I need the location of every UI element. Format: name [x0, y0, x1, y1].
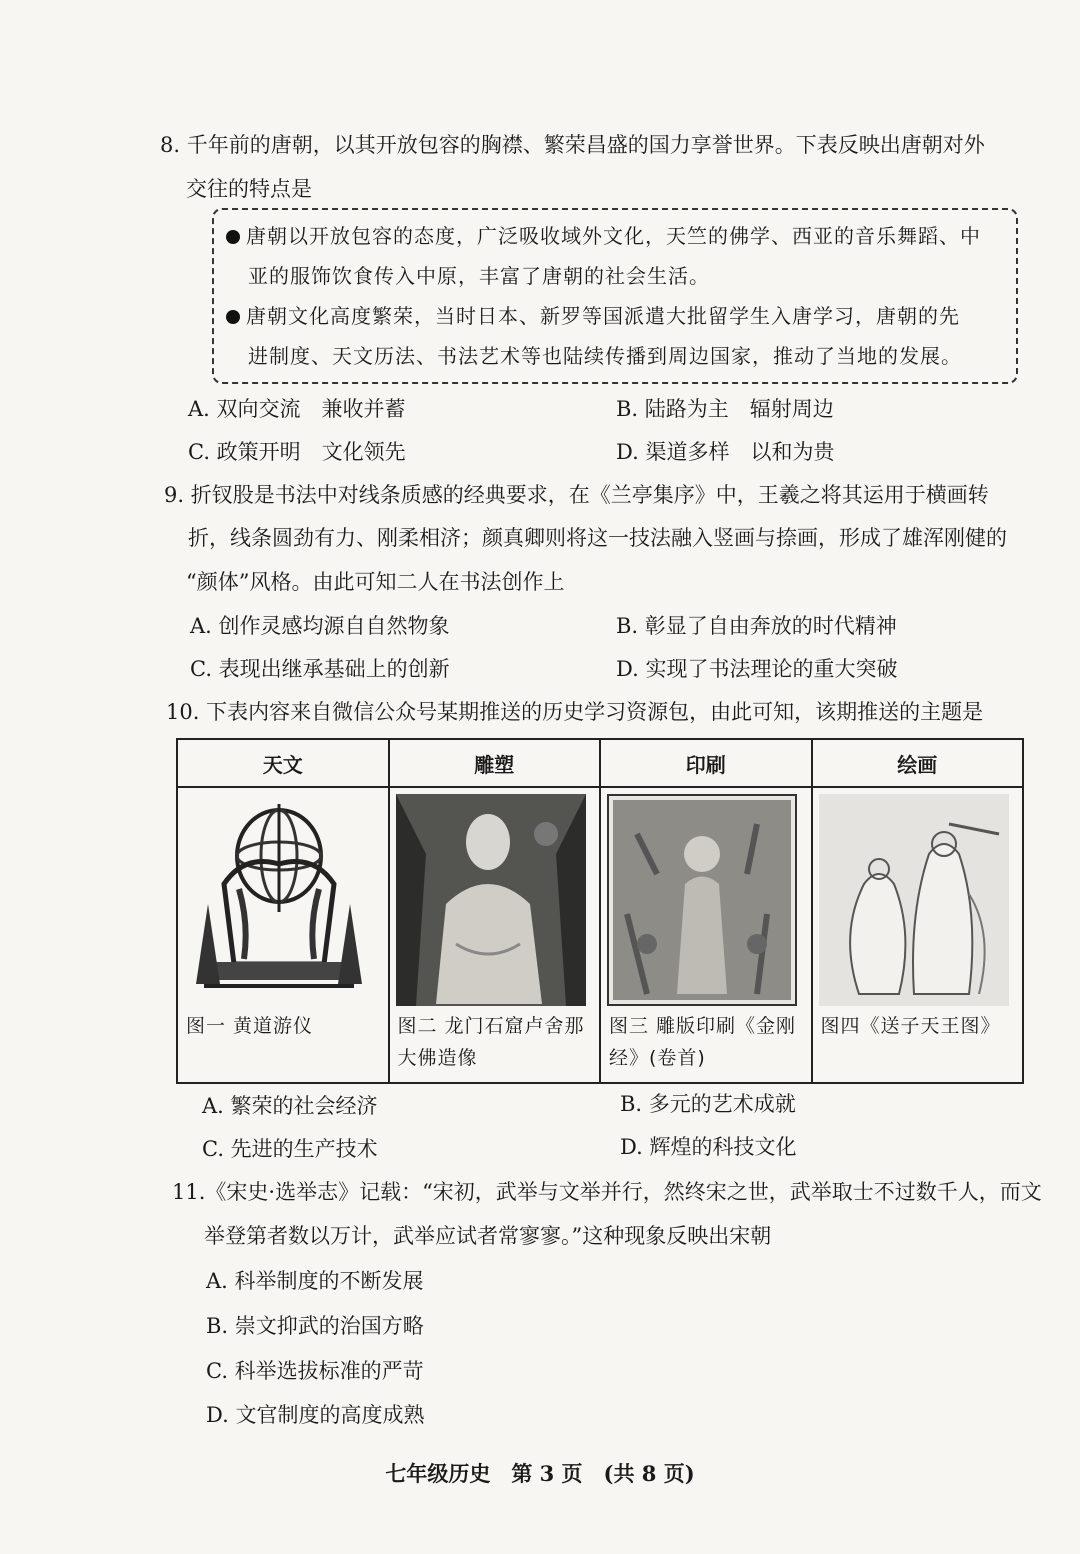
q9-option-c[interactable]: C. 表现出继承基础上的创新 — [190, 657, 450, 681]
q8-option-d[interactable]: D. 渠道多样 以和为贵 — [616, 440, 835, 464]
q11-option-b[interactable]: B. 崇文抑武的治国方略 — [206, 1314, 424, 1338]
longmen-buddha-image — [396, 794, 586, 1006]
table-cell-sculpture — [389, 787, 601, 1083]
table-cell-painting — [812, 787, 1024, 1083]
q11-stem-line1: 11.《宋史·选举志》记载：“宋初，武举与文举并行，然终宋之世，武举取士不过数千人，而文 — [172, 1180, 1042, 1204]
songzi-tianwang-painting-image — [819, 794, 1009, 1006]
q9-option-b[interactable]: B. 彰显了自由奔放的时代精神 — [616, 614, 897, 638]
q11-option-a[interactable]: A. 科举制度的不断发展 — [206, 1269, 424, 1293]
table-header-astronomy: 天文 — [177, 739, 389, 787]
q11-option-c[interactable]: C. 科举选拔标准的严苛 — [206, 1359, 424, 1383]
q8-bullet2-line1: 唐朝文化高度繁荣，当时日本、新罗等国派遣大批留学生入唐学习，唐朝的先 — [226, 302, 960, 330]
armillary-sphere-image — [184, 794, 374, 1006]
q10-option-d[interactable]: D. 辉煌的科技文化 — [620, 1135, 797, 1159]
q8-stem-line2: 交往的特点是 — [186, 177, 312, 201]
q11-stem-line2: 举登第者数以万计，武举应试者常寥寥。”这种现象反映出宋朝 — [204, 1224, 772, 1248]
table-header-painting: 绘画 — [812, 739, 1024, 787]
q10-resource-table — [176, 738, 1024, 1084]
table-cell-astronomy — [177, 787, 389, 1083]
q8-stem-line1: 8. 千年前的唐朝，以其开放包容的胸襟、繁荣昌盛的国力享誉世界。下表反映出唐朝对外 — [160, 133, 985, 157]
q9-option-d[interactable]: D. 实现了书法理论的重大突破 — [616, 657, 898, 681]
caption-figure-2: 图二 龙门石窟卢舍那大佛造像 — [397, 1015, 585, 1069]
q10-option-a[interactable]: A. 繁荣的社会经济 — [202, 1094, 378, 1118]
q10-option-b[interactable]: B. 多元的艺术成就 — [620, 1092, 796, 1116]
bullet-dot-icon — [226, 230, 240, 244]
table-header-sculpture: 雕塑 — [389, 739, 601, 787]
table-header-printing: 印刷 — [600, 739, 812, 787]
q8-option-b[interactable]: B. 陆路为主 辐射周边 — [616, 397, 834, 421]
q9-stem-line3: “颜体”风格。由此可知二人在书法创作上 — [186, 570, 565, 594]
q9-option-a[interactable]: A. 创作灵感均源自自然物象 — [190, 614, 450, 638]
q10-stem-line1: 10. 下表内容来自微信公众号某期推送的历史学习资源包，由此可知，该期推送的主题是 — [166, 700, 984, 724]
q11-option-d[interactable]: D. 文官制度的高度成熟 — [206, 1403, 425, 1427]
q8-bullet1-line1: 唐朝以开放包容的态度，广泛吸收域外文化，天竺的佛学、西亚的音乐舞蹈、中 — [226, 222, 981, 250]
q9-stem-line2: 折，线条圆劲有力、刚柔相济；颜真卿则将这一技法融入竖画与捺画，形成了雄浑刚健的 — [188, 526, 1007, 550]
page-footer: 七年级历史 第 3 页 (共 8 页) — [385, 1461, 695, 1486]
q8-bullet2-line2: 进制度、天文历法、书法艺术等也陆续传播到周边国家，推动了当地的发展。 — [248, 344, 962, 368]
table-cell-printing — [600, 787, 812, 1083]
q8-option-c[interactable]: C. 政策开明 文化领先 — [188, 440, 406, 464]
q8-option-a[interactable]: A. 双向交流 兼收并蓄 — [188, 397, 406, 421]
diamond-sutra-image — [607, 794, 797, 1006]
caption-figure-1: 图一 黄道游仪 — [186, 1015, 314, 1037]
q9-stem-line1: 9. 折钗股是书法中对线条质感的经典要求，在《兰亭集序》中，王羲之将其运用于横画转 — [164, 483, 989, 507]
caption-figure-4: 图四《送子天王图》 — [820, 1015, 1001, 1037]
caption-figure-3: 图三 雕版印刷《金刚经》(卷首) — [609, 1015, 797, 1069]
bullet-dot-icon — [226, 310, 240, 324]
q8-bullet1-line2: 亚的服饰饮食传入中原，丰富了唐朝的社会生活。 — [248, 264, 710, 288]
q10-option-c[interactable]: C. 先进的生产技术 — [202, 1137, 378, 1161]
